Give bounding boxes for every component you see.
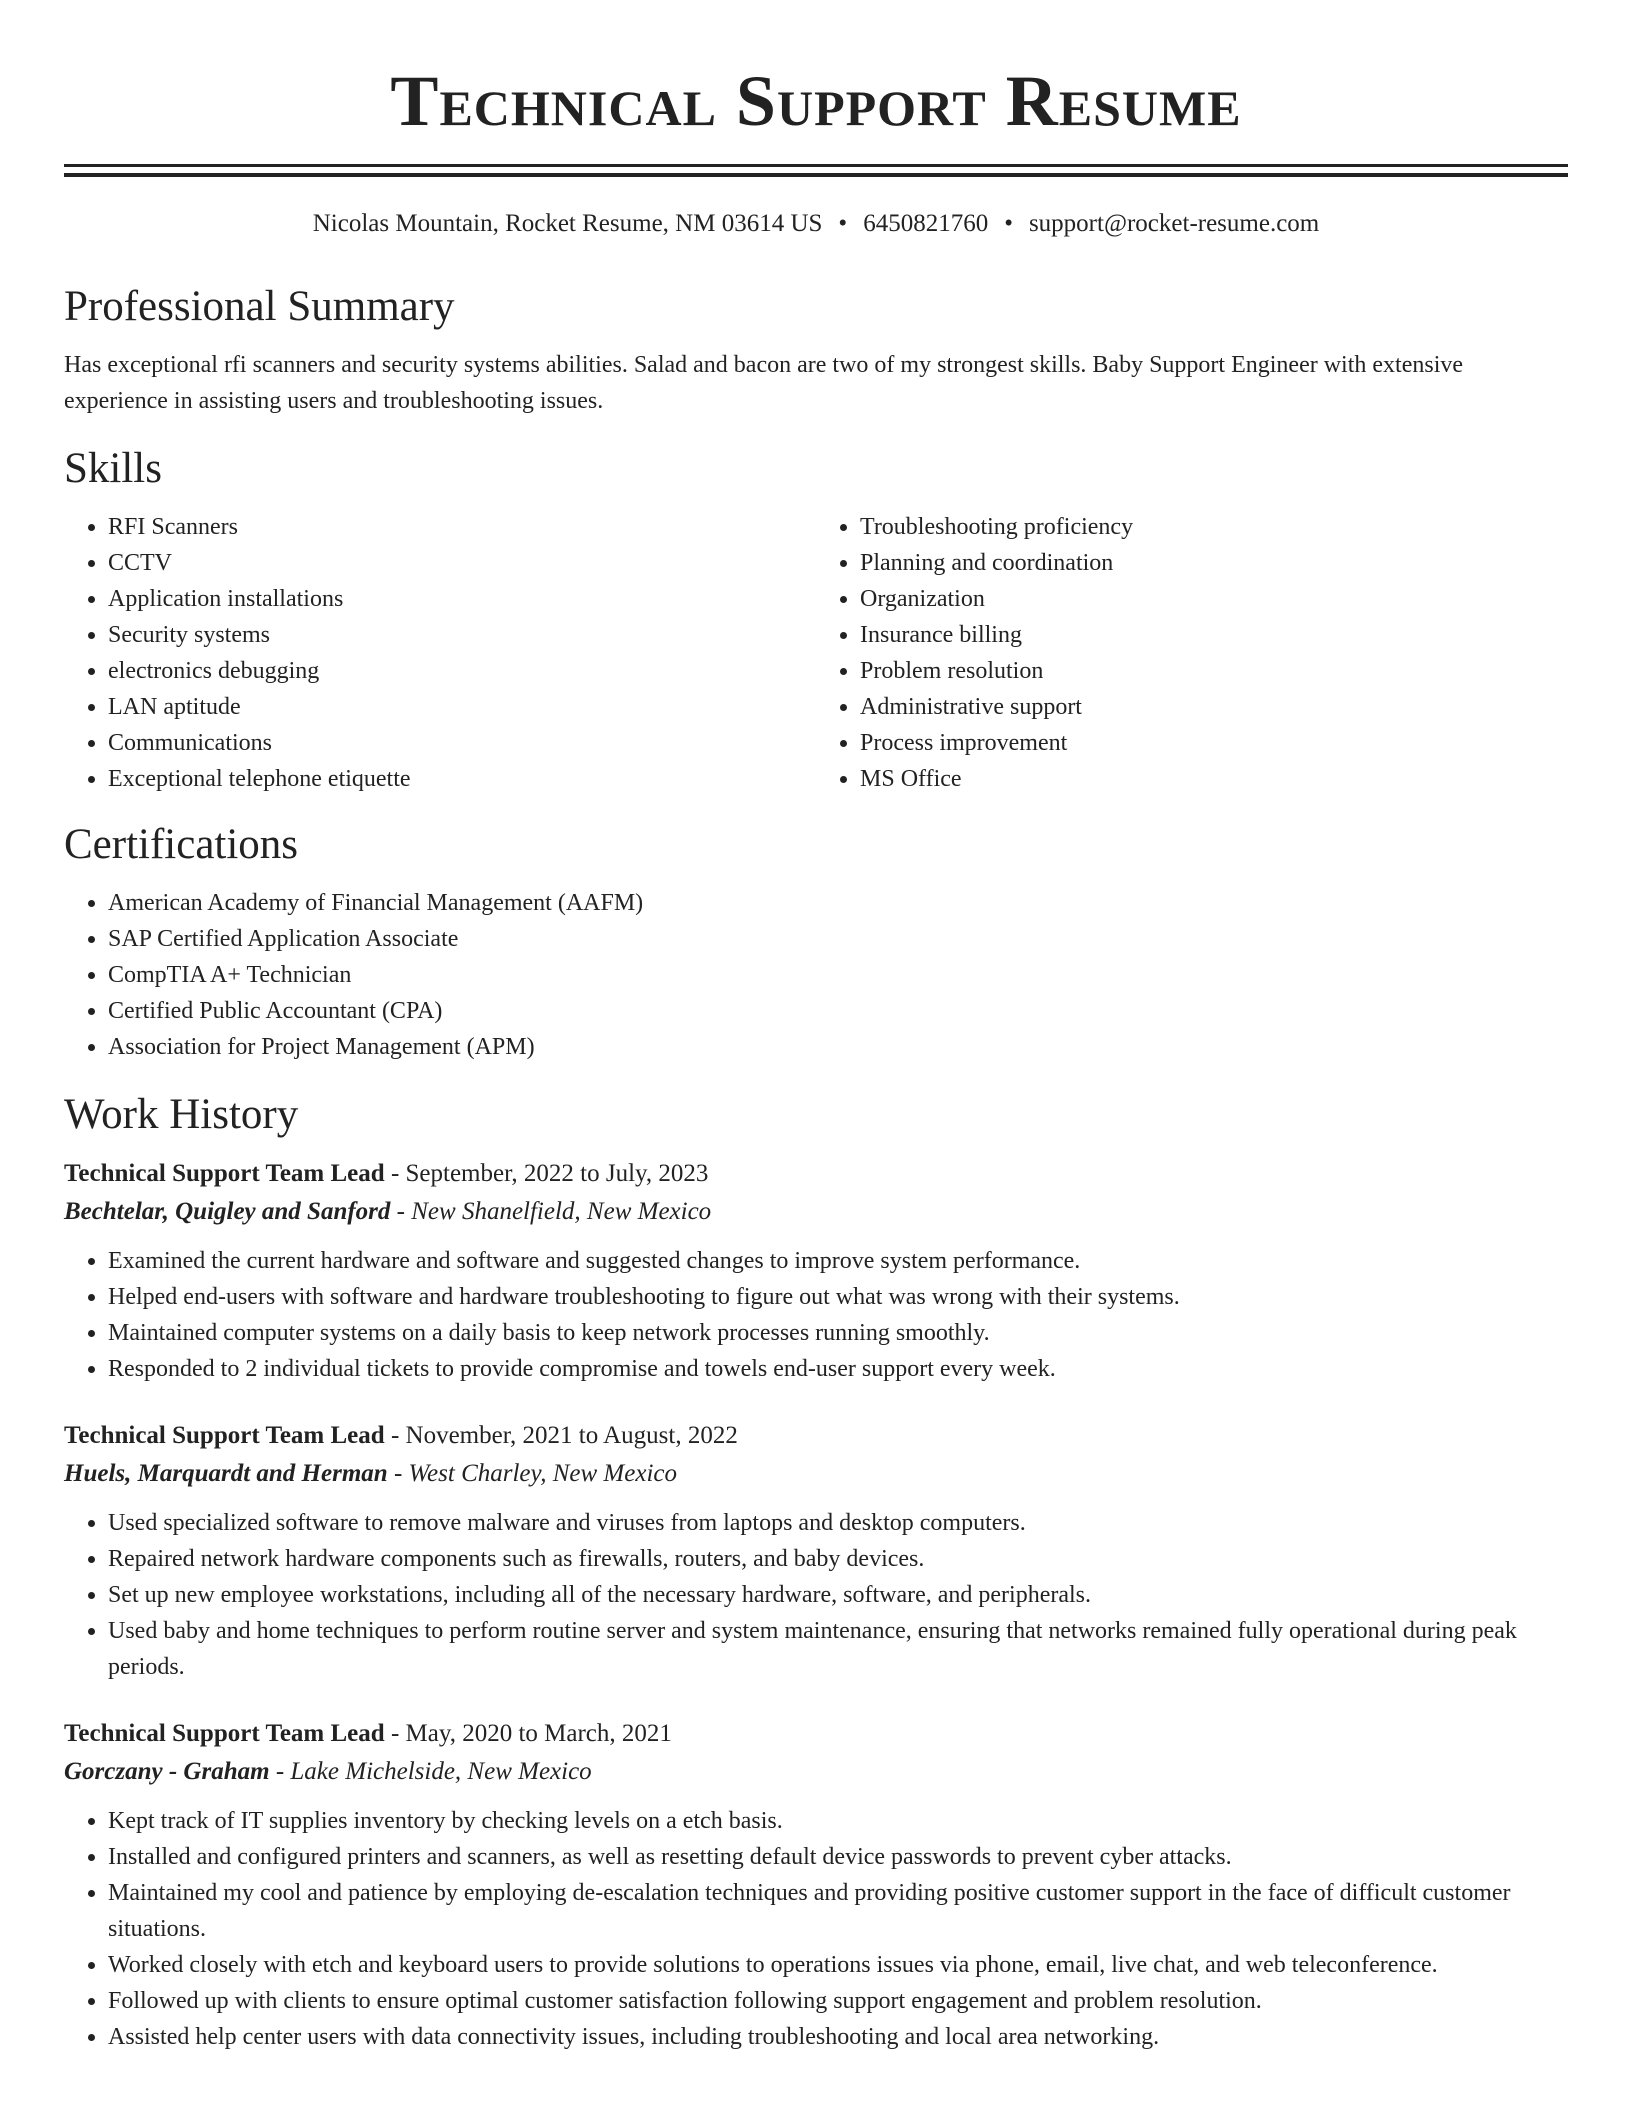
summary-heading: Professional Summary [64,283,455,330]
job-bullet: • Followed up with clients to ensure optimal customer satisfaction following support engagement and problem resolution. [108,1983,1568,2019]
job-company-line [64,1753,1568,1791]
work-history-heading: Work History [64,1091,299,1138]
contact-address: Nicolas Mountain, Rocket Resume, NM 03614 US [312,210,823,237]
certifications-list [64,885,1568,1065]
job-dates: - September, 2022 to July, 2023 [384,1160,709,1187]
certification-item: • CompTIA A+ Technician [108,957,1568,993]
contact-phone: 6450821760 [863,210,989,237]
certification-item: • SAP Certified Application Associate [108,921,1568,957]
job-bullets [64,1243,1568,1387]
job-role: Technical Support Team Lead [64,1160,385,1187]
contact-separator: • [1004,210,1013,237]
resume-title: Technical Support Resume [390,61,1242,141]
job-bullet: • Repaired network hardware components such as firewalls, routers, and baby devices. [108,1541,1568,1577]
skill-item: • LAN aptitude [108,689,816,725]
job-company-line [64,1455,1568,1493]
job-company: Bechtelar, Quigley and Sanford [64,1198,391,1225]
contact-line [64,209,1568,239]
certification-item: • Association for Project Management (APM) [108,1029,1568,1065]
skill-item: • Administrative support [860,689,1568,725]
skills-list-left [64,509,816,797]
job-dates: - May, 2020 to March, 2021 [384,1720,672,1747]
skill-item: • Security systems [108,617,816,653]
skills-columns [64,509,1568,797]
job-entry [64,1715,1568,2055]
skill-item: • Problem resolution [860,653,1568,689]
job-bullet: • Used baby and home techniques to perform routine server and system maintenance, ensuring that networks remained fully operational during peak periods. [108,1613,1568,1685]
job-bullet: • Installed and configured printers and scanners, as well as resetting default device passwords to prevent cyber attacks. [108,1839,1568,1875]
job-bullet: • Maintained my cool and patience by employing de-escalation techniques and providing positive customer support in the face of difficult customer situations. [108,1875,1568,1947]
skill-item: • Insurance billing [860,617,1568,653]
job-bullet: • Maintained computer systems on a daily basis to keep network processes running smoothly. [108,1315,1568,1351]
skill-item: • Process improvement [860,725,1568,761]
job-bullet: • Assisted help center users with data connectivity issues, including troubleshooting and local area networking. [108,2019,1568,2055]
job-location: - Lake Michelside, New Mexico [269,1758,592,1785]
job-bullets [64,1505,1568,1685]
skill-item: • CCTV [108,545,816,581]
skill-item: • Communications [108,725,816,761]
contact-email[interactable]: support@rocket-resume.com [1028,210,1320,237]
job-bullet: • Worked closely with etch and keyboard users to provide solutions to operations issues via phone, email, live chat, and web teleconference. [108,1947,1568,1983]
job-bullet: • Set up new employee workstations, including all of the necessary hardware, software, and peripherals. [108,1577,1568,1613]
job-company: Huels, Marquardt and Herman [64,1460,388,1487]
job-company: Gorczany - Graham [64,1758,270,1785]
skill-item: • RFI Scanners [108,509,816,545]
skill-item: • Organization [860,581,1568,617]
job-bullets [64,1803,1568,2055]
job-bullet: • Used specialized software to remove malware and viruses from laptops and desktop computers. [108,1505,1568,1541]
summary-text: Has exceptional rfi scanners and security systems abilities. Salad and bacon are two of my strongest skills. Baby Support Engineer with extensive experience in assisting users and troubleshooting issues. [64,352,1464,414]
job-company-line [64,1193,1568,1231]
skills-heading: Skills [64,445,162,492]
title-divider-bottom [64,173,1568,177]
job-entry [64,1417,1568,1685]
job-title-line [64,1155,1568,1193]
job-bullet: • Responded to 2 individual tickets to provide compromise and towels end-user support every week. [108,1351,1568,1387]
skill-item: • Exceptional telephone etiquette [108,761,816,797]
contact-separator: • [838,210,848,237]
job-location: - West Charley, New Mexico [387,1460,677,1487]
job-role: Technical Support Team Lead [64,1720,385,1747]
job-bullet: • Helped end-users with software and hardware troubleshooting to figure out what was wrong with their systems. [108,1279,1568,1315]
skill-item: • Planning and coordination [860,545,1568,581]
skill-item: • MS Office [860,761,1568,797]
job-title-line [64,1417,1568,1455]
job-dates: - November, 2021 to August, 2022 [384,1422,738,1449]
certification-item: • Certified Public Accountant (CPA) [108,993,1568,1029]
skills-list-right [816,509,1568,797]
skill-item: • Application installations [108,581,816,617]
job-title-line [64,1715,1568,1753]
job-entry [64,1155,1568,1387]
certification-item: • American Academy of Financial Management (AAFM) [108,885,1568,921]
certifications-heading: Certifications [64,821,299,868]
skill-item: • electronics debugging [108,653,816,689]
resume-page [64,0,1568,2055]
job-location: - New Shanelfield, New Mexico [390,1198,712,1225]
job-bullet: • Kept track of IT supplies inventory by checking levels on a etch basis. [108,1803,1568,1839]
job-role: Technical Support Team Lead [64,1422,385,1449]
title-divider-top [64,164,1568,167]
skill-item: • Troubleshooting proficiency [860,509,1568,545]
job-bullet: • Examined the current hardware and software and suggested changes to improve system performance. [108,1243,1568,1279]
